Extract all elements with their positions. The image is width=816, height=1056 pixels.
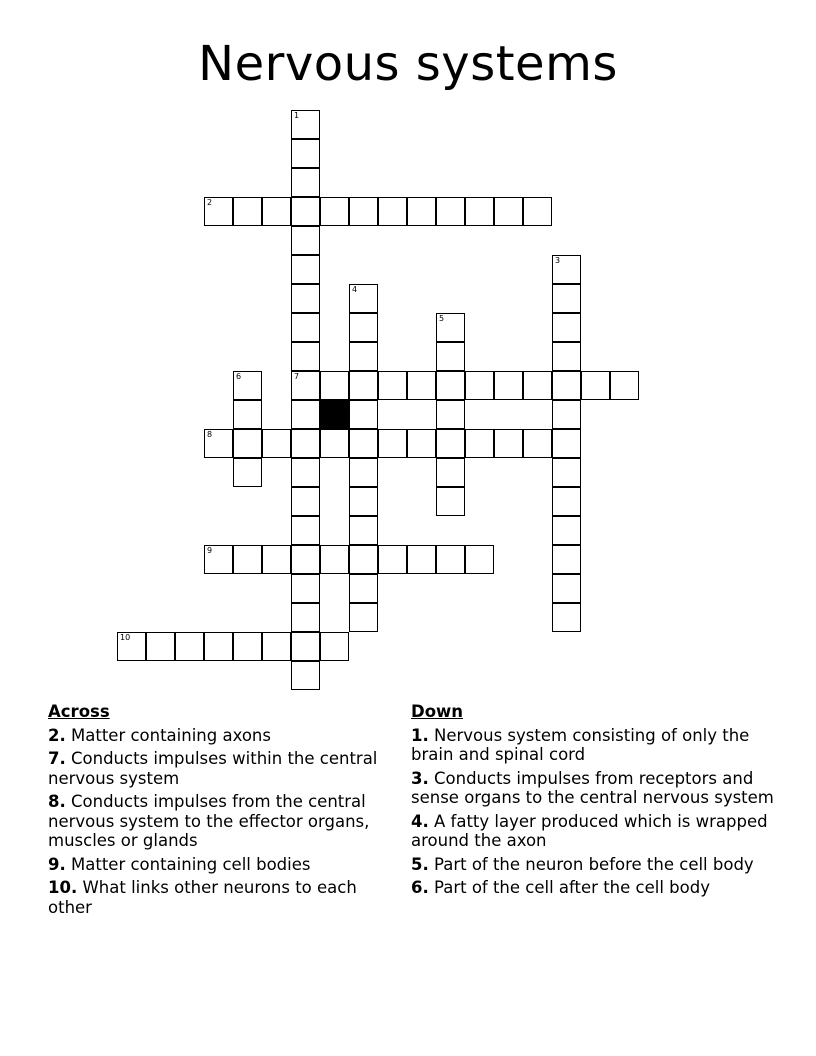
grid-cell[interactable]: [378, 197, 407, 226]
grid-cell[interactable]: [291, 429, 320, 458]
cell-number: 8: [207, 430, 213, 439]
clue-text: Part of the neuron before the cell body: [434, 854, 754, 874]
grid-cell[interactable]: [523, 429, 552, 458]
grid-cell[interactable]: [320, 429, 349, 458]
grid-cell[interactable]: [378, 545, 407, 574]
grid-cell[interactable]: [436, 313, 465, 342]
grid-cell[interactable]: [552, 574, 581, 603]
down-clue-6: [411, 878, 781, 898]
grid-cell[interactable]: [349, 603, 378, 632]
grid-cell[interactable]: [494, 429, 523, 458]
clue-text: What links other neurons to each other: [48, 878, 357, 917]
grid-cell[interactable]: [378, 429, 407, 458]
across-clues: [48, 702, 398, 921]
across-clue-8: [48, 792, 398, 851]
clue-number: 2.: [48, 725, 66, 745]
grid-cell[interactable]: [291, 603, 320, 632]
clue-number: 5.: [411, 854, 429, 874]
grid-cell[interactable]: [320, 632, 349, 661]
grid-cell[interactable]: [436, 197, 465, 226]
clue-number: 1.: [411, 725, 429, 745]
down-heading: Down: [411, 702, 464, 721]
grid-cell[interactable]: [291, 255, 320, 284]
grid-cell[interactable]: [552, 255, 581, 284]
across-clue-9: [48, 855, 398, 875]
cell-number: 9: [207, 546, 213, 555]
grid-cell[interactable]: [349, 487, 378, 516]
grid-cell[interactable]: [465, 545, 494, 574]
grid-cell[interactable]: [349, 313, 378, 342]
down-clue-5: [411, 855, 781, 875]
clue-text: A fatty layer produced which is wrapped around the axon: [411, 811, 768, 850]
grid-cell[interactable]: [349, 371, 378, 400]
cell-number: 7: [294, 372, 300, 381]
grid-cell[interactable]: [204, 429, 233, 458]
grid-cell[interactable]: [233, 545, 262, 574]
grid-cell[interactable]: [320, 197, 349, 226]
grid-cell[interactable]: [436, 429, 465, 458]
grid-cell[interactable]: [262, 197, 291, 226]
grid-cell[interactable]: [552, 516, 581, 545]
grid-cell[interactable]: [436, 400, 465, 429]
clue-number: 8.: [48, 792, 66, 811]
grid-cell[interactable]: [552, 458, 581, 487]
clue-text: Conducts impulses from receptors and sense organs to the central nervous system: [411, 768, 774, 807]
across-clue-7: [48, 749, 398, 788]
grid-cell[interactable]: [552, 545, 581, 574]
down-clues: [411, 702, 781, 902]
grid-cell[interactable]: [436, 371, 465, 400]
grid-cell[interactable]: [291, 313, 320, 342]
grid-cell[interactable]: [262, 429, 291, 458]
grid-cell[interactable]: [320, 545, 349, 574]
grid-cell[interactable]: [204, 197, 233, 226]
cell-number: 6: [236, 372, 242, 381]
cell-number: 10: [120, 633, 131, 642]
grid-cell[interactable]: [233, 632, 262, 661]
grid-cell[interactable]: [407, 371, 436, 400]
grid-cell[interactable]: [291, 458, 320, 487]
grid-cell[interactable]: [436, 342, 465, 371]
down-clue-1: [411, 726, 781, 765]
grid-cell[interactable]: [117, 632, 146, 661]
grid-cell[interactable]: [407, 197, 436, 226]
grid-cell[interactable]: [523, 197, 552, 226]
grid-cell[interactable]: [291, 110, 320, 139]
grid-cell[interactable]: [349, 284, 378, 313]
grid-cell[interactable]: [552, 603, 581, 632]
across-clue-10: [48, 878, 398, 917]
grid-cell[interactable]: [204, 632, 233, 661]
grid-cell[interactable]: [378, 371, 407, 400]
grid-cell[interactable]: [291, 168, 320, 197]
grid-cell[interactable]: [291, 342, 320, 371]
grid-cell[interactable]: [494, 197, 523, 226]
grid-cell[interactable]: [523, 371, 552, 400]
grid-cell[interactable]: [204, 545, 233, 574]
grid-cell[interactable]: [349, 574, 378, 603]
grid-cell[interactable]: [407, 545, 436, 574]
grid-cell[interactable]: [291, 400, 320, 429]
grid-cell[interactable]: [349, 342, 378, 371]
grid-cell[interactable]: [552, 400, 581, 429]
grid-cell[interactable]: [291, 661, 320, 690]
down-clue-4: [411, 812, 781, 851]
grid-cell[interactable]: [291, 487, 320, 516]
across-clue-2: [48, 726, 398, 746]
grid-cell[interactable]: [175, 632, 204, 661]
grid-cell[interactable]: [610, 371, 639, 400]
grid-cell[interactable]: [436, 545, 465, 574]
grid-cell[interactable]: [552, 313, 581, 342]
grid-cell[interactable]: [349, 197, 378, 226]
grid-cell[interactable]: [436, 487, 465, 516]
clue-number: 7.: [48, 749, 66, 768]
grid-cell[interactable]: [233, 371, 262, 400]
clue-number: 6.: [411, 878, 429, 897]
grid-cell[interactable]: [465, 429, 494, 458]
grid-cell[interactable]: [291, 197, 320, 226]
cell-number: 4: [352, 285, 358, 294]
grid-cell[interactable]: [146, 632, 175, 661]
grid-cell[interactable]: [233, 429, 262, 458]
grid-cell[interactable]: [291, 516, 320, 545]
puzzle-title: Nervous systems: [198, 36, 618, 92]
clue-number: 9.: [48, 854, 66, 874]
grid-cell[interactable]: [291, 574, 320, 603]
across-heading: Across: [48, 702, 110, 721]
grid-cell[interactable]: [291, 632, 320, 661]
grid-cell[interactable]: [581, 371, 610, 400]
cell-number: 2: [207, 198, 213, 207]
clue-text: Conducts impulses from the central nervous system to the effector organs, muscles or glands: [48, 792, 370, 850]
clue-text: Part of the cell after the cell body: [434, 878, 710, 897]
grid-cell[interactable]: [291, 139, 320, 168]
black-square: [320, 400, 349, 429]
grid-cell[interactable]: [552, 487, 581, 516]
grid-cell[interactable]: [349, 545, 378, 574]
grid-cell[interactable]: [465, 371, 494, 400]
grid-cell[interactable]: [262, 632, 291, 661]
cell-number: 5: [439, 314, 445, 323]
grid-cell[interactable]: [552, 284, 581, 313]
clue-text: Conducts impulses within the central nervous system: [48, 749, 378, 788]
grid-cell[interactable]: [349, 429, 378, 458]
grid-cell[interactable]: [233, 458, 262, 487]
grid-cell[interactable]: [494, 371, 523, 400]
grid-cell[interactable]: [291, 284, 320, 313]
clue-text: Matter containing axons: [71, 725, 271, 745]
grid-cell[interactable]: [233, 197, 262, 226]
down-clue-3: [411, 769, 781, 808]
clue-number: 3.: [411, 768, 429, 788]
grid-cell[interactable]: [436, 458, 465, 487]
grid-cell[interactable]: [465, 197, 494, 226]
grid-cell[interactable]: [552, 429, 581, 458]
grid-cell[interactable]: [291, 545, 320, 574]
grid-cell[interactable]: [407, 429, 436, 458]
cell-number: 3: [555, 256, 561, 265]
grid-cell[interactable]: [262, 545, 291, 574]
clue-number: 10.: [48, 878, 78, 897]
cell-number: 1: [294, 111, 300, 120]
grid-cell[interactable]: [349, 400, 378, 429]
grid-cell[interactable]: [552, 342, 581, 371]
grid-cell[interactable]: [233, 400, 262, 429]
grid-cell[interactable]: [349, 458, 378, 487]
clue-number: 4.: [411, 811, 429, 831]
grid-cell[interactable]: [552, 371, 581, 400]
grid-cell[interactable]: [291, 226, 320, 255]
clue-text: Nervous system consisting of only the brain and spinal cord: [411, 725, 750, 764]
clue-text: Matter containing cell bodies: [71, 854, 311, 874]
grid-cell[interactable]: [291, 371, 320, 400]
grid-cell[interactable]: [349, 516, 378, 545]
grid-cell[interactable]: [320, 371, 349, 400]
